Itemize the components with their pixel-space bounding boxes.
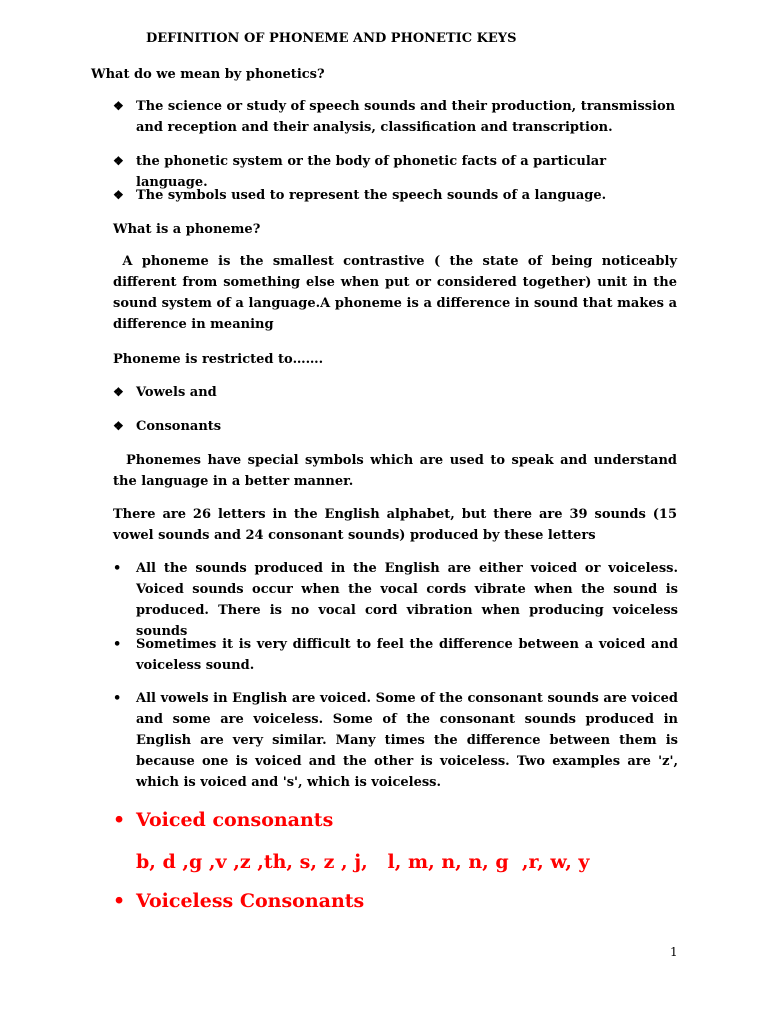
list-item-text: Consonants <box>136 419 222 434</box>
list-item <box>113 382 678 403</box>
diamond-bullet-icon: ❖ <box>113 188 124 202</box>
symbols-paragraph: Phonemes have special symbols which are used to speak and understand the language in a better manner. <box>113 453 682 489</box>
diamond-bullet-icon: ❖ <box>113 154 124 168</box>
list-item-text: All vowels in English are voiced. Some of the consonant sounds are voiced and some are voiceless. Some of the consonant sounds produced in English are very similar. Many times the difference between them is because one is voiced and the other is voiceless. Two examples are 'z', which is voiced and 's', which is voiceless. <box>136 691 678 790</box>
list-item <box>113 416 678 437</box>
bullet-icon: • <box>113 637 122 652</box>
page-title: DEFINITION OF PHONEME AND PHONETIC KEYS <box>146 31 517 46</box>
list-item-text: The science or study of speech sounds and their production, transmission and reception and their analysis, classification and transcription. <box>136 99 676 135</box>
voiceless-heading-item <box>113 888 364 914</box>
restricted-intro: Phoneme is restricted to……. <box>113 352 324 367</box>
list-item-text: Vowels and <box>136 385 217 400</box>
bullet-icon: • <box>113 809 126 831</box>
bullet-icon: • <box>113 890 126 912</box>
bullet-icon: • <box>113 691 122 706</box>
diamond-bullet-icon: ❖ <box>113 419 124 433</box>
list-item <box>113 558 678 642</box>
list-item-text: The symbols used to represent the speech sounds of a language. <box>136 188 607 203</box>
list-item-text: Sometimes it is very difficult to feel the difference between a voiced and voiceless sound. <box>136 637 678 673</box>
list-item-text: All the sounds produced in the English are either voiced or voiceless. Voiced sounds occur when the vocal cords vibrate when the sound is produced. There is no vocal cord vibration when producing voiceless sounds <box>136 561 678 639</box>
voiced-heading: Voiced consonants <box>136 809 334 831</box>
diamond-bullet-icon: ❖ <box>113 99 124 113</box>
diamond-bullet-icon: ❖ <box>113 385 124 399</box>
voiced-heading-item <box>113 807 333 833</box>
phoneme-definition: A phoneme is the smallest contrastive ( the state of being noticeably different from something else when put or considered together) unit in the sound system of a language.A phoneme is a difference in sound that makes a difference in meaning <box>113 254 682 332</box>
letters-paragraph: There are 26 letters in the English alphabet, but there are 39 sounds (15 vowel sounds and 24 consonant sounds) produced by these letters <box>113 507 677 543</box>
list-item <box>113 688 678 793</box>
page-number: 1 <box>670 945 678 959</box>
voiceless-heading: Voiceless Consonants <box>136 890 365 912</box>
list-item <box>113 185 678 206</box>
question-phonetics: What do we mean by phonetics? <box>91 67 325 82</box>
bullet-icon: • <box>113 561 122 576</box>
question-phoneme: What is a phoneme? <box>113 222 261 237</box>
voiced-letters: b, d ,g ,v ,z ,th, s, z , j, l, m, n, n, g ,r, w, y <box>136 851 590 873</box>
list-item-text: the phonetic system or the body of phonetic facts of a particular language. <box>136 154 607 190</box>
list-item <box>113 96 678 138</box>
list-item <box>113 634 678 676</box>
